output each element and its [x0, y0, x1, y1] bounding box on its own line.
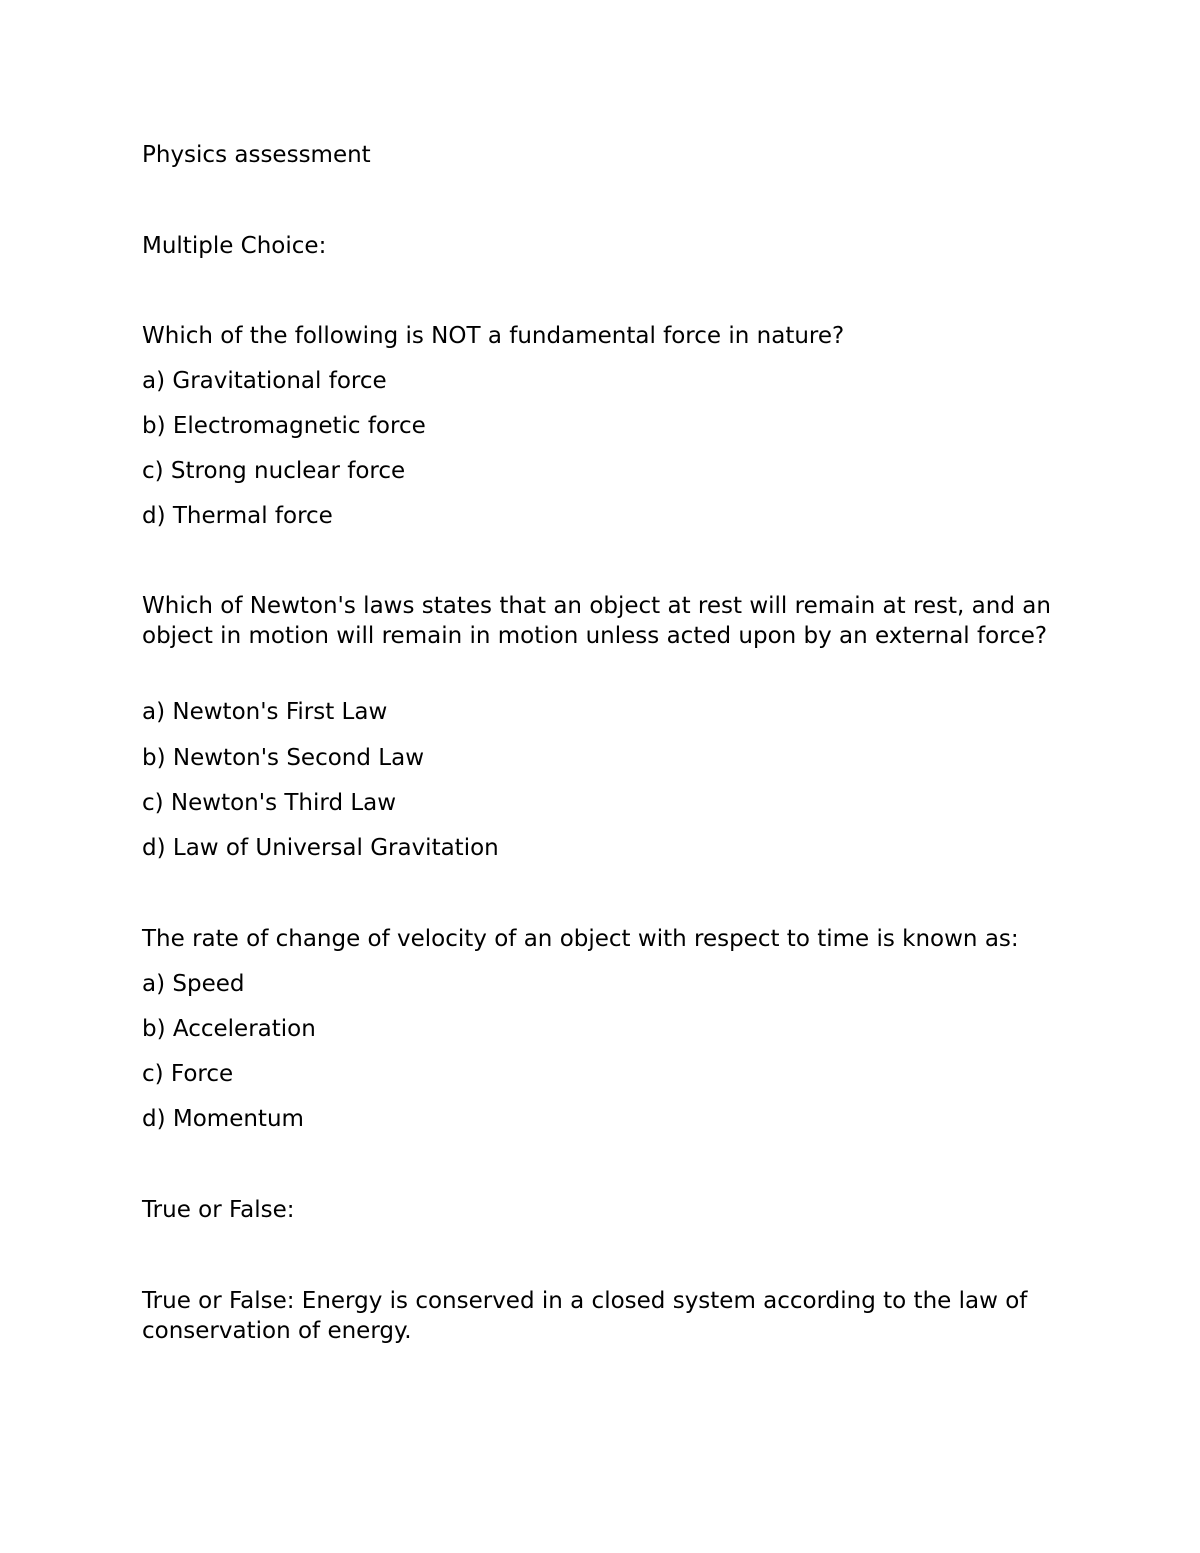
question-3-option-d: d) Momentum	[142, 1106, 304, 1132]
question-1-option-a: a) Gravitational force	[142, 368, 387, 394]
section-heading-multiple-choice: Multiple Choice:	[142, 233, 327, 259]
question-3-option-a: a) Speed	[142, 971, 245, 997]
question-3-option-b: b) Acceleration	[142, 1016, 316, 1042]
section-heading-true-false: True or False:	[142, 1197, 295, 1223]
question-1-option-d: d) Thermal force	[142, 503, 333, 529]
document-title: Physics assessment	[142, 142, 371, 168]
true-false-question-1-prompt: True or False: Energy is conserved in a closed system according to the law of conservation of energy.	[142, 1288, 1028, 1344]
question-2-option-a: a) Newton's First Law	[142, 699, 388, 725]
question-1-option-b: b) Electromagnetic force	[142, 413, 426, 439]
question-1-prompt: Which of the following is NOT a fundamental force in nature?	[142, 323, 845, 349]
question-2-option-d: d) Law of Universal Gravitation	[142, 835, 499, 861]
question-2-prompt: Which of Newton's laws states that an object at rest will remain at rest, and an object in motion will remain in motion unless acted upon by an external force?	[142, 593, 1051, 649]
question-1-option-c: c) Strong nuclear force	[142, 458, 406, 484]
question-3-prompt: The rate of change of velocity of an object with respect to time is known as:	[142, 926, 1019, 952]
question-2-option-b: b) Newton's Second Law	[142, 745, 425, 771]
question-2-option-c: c) Newton's Third Law	[142, 790, 397, 816]
question-3-option-c: c) Force	[142, 1061, 234, 1087]
